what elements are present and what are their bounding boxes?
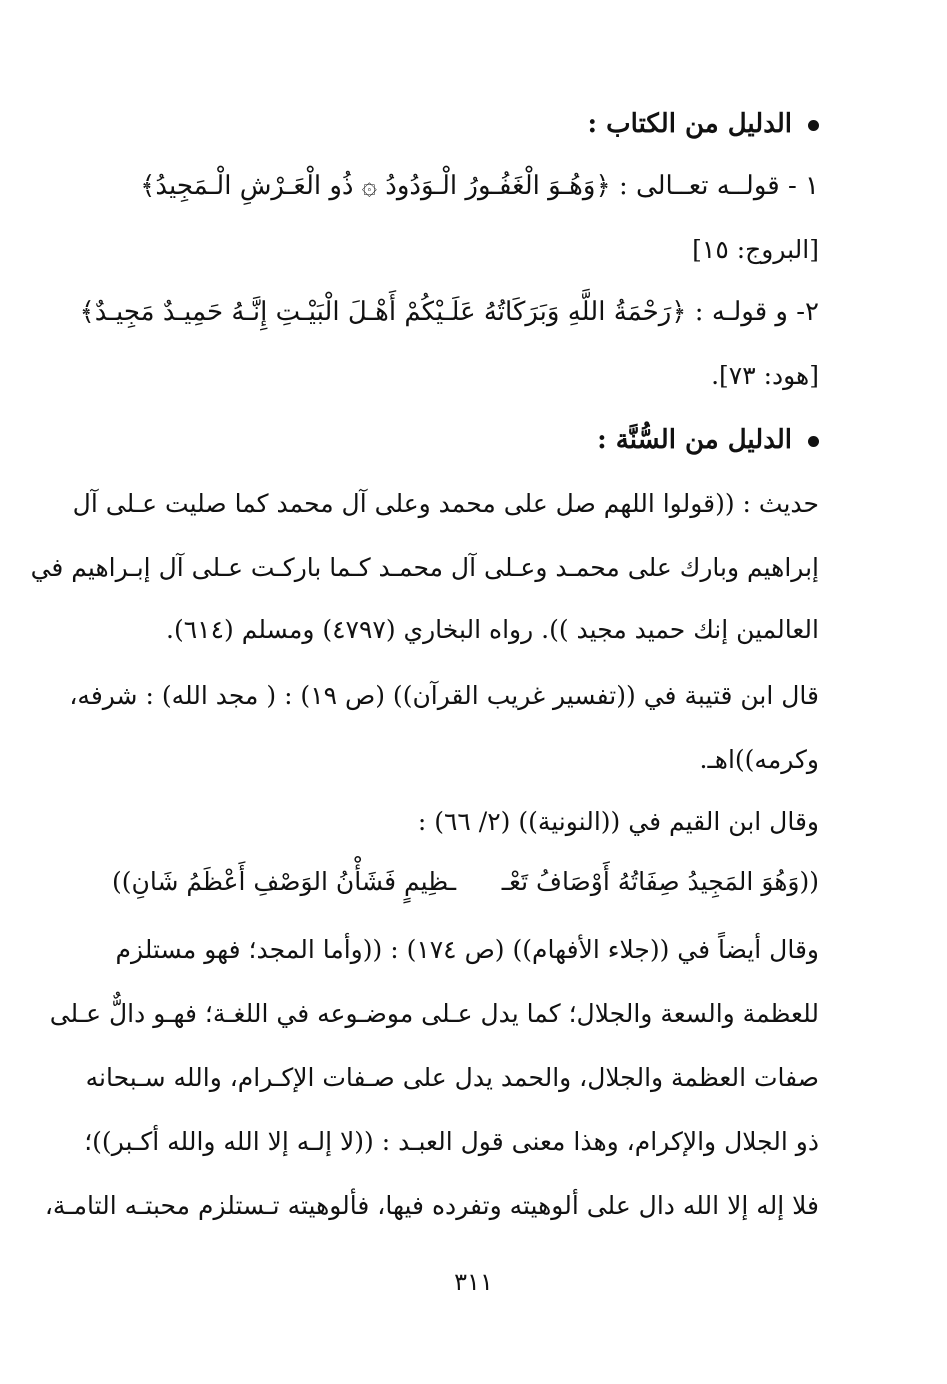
paragraph-line: وكرمه))اهـ. [699,745,819,774]
bullet-icon [808,436,819,447]
section-heading-sunnah [112,420,819,464]
paragraph-line: صفات العظمة والجلال، والحمد يدل على صـفات الإكـرام، والله سـبحانه [85,1063,819,1092]
paragraph-line: ذو الجلال والإكرام، وهذا معنى قول العبـد : ((لا إلـه إلا الله والله أكـبر))؛ [84,1127,819,1156]
poetry-verse [112,862,819,906]
section-heading-book [112,104,819,148]
paragraph-line: للعظمة والسعة والجلال؛ كما يدل عـلى موضـوعه في اللغـة؛ فهـو دالٌّ عـلى [49,999,819,1028]
paragraph-line: العالمين إنك حميد مجيد )). رواه البخاري (٤٧٩٧) ومسلم (٦١٤). [166,615,819,644]
quran-line-1: ١ - قولــه تعــالى : ﴿وَهُـوَ الْغَفُـورُ الْـوَدُودُ ۞ ذُو الْعَـرْشِ الْـمَجِيدُ﴾ [140,171,819,201]
paragraph-line: وقال ابن القيم في ((النونية)) (٢/ ٦٦) : [417,807,819,836]
quran-reference-1: [البروج: ١٥] [692,235,819,264]
heading-text: الدليل من السُّنَّة : [597,425,792,455]
paragraph-line: حديث : ((قولوا اللهم صل على محمد وعلى آل محمد كما صليت عـلى آل [72,489,819,518]
quran-reference-2: [هود: ٧٣]. [711,361,819,390]
verse-second-hemistich: ـظِيمٍ فَشَأْنُ الوَصْفِ أَعْظَمُ شَانِ)) [112,867,457,896]
paragraph-line: قال ابن قتيبة في ((تفسير غريب القرآن)) (ص ١٩) : ( مجد الله) : شرفه، [69,681,819,710]
paragraph-line: إبراهيم وبارك على محمـد وعـلى آل محمـد كـما باركـت عـلى آل إبـراهيم في [30,553,819,582]
heading-text: الدليل من الكتاب : [587,109,792,139]
paragraph-line: فلا إله إلا الله دال على ألوهيته وتفرده فيها، فألوهيته تـستلزم محبتـه التامـة، [44,1191,819,1220]
bullet-icon [808,120,819,131]
verse-first-hemistich: ((وَهُوَ المَجِيدُ صِفَاتُهُ أَوْصَافُ تَعْـ [501,867,819,896]
quran-line-2: ٢- و قولـه : ﴿رَحْمَةُ اللَّهِ وَبَرَكَاتُهُ عَلَـيْكُمْ أَهْـلَ الْبَيْـتِ إِنَّـهُ حَمِيـدٌ مَجِيـدٌ﴾ [79,297,819,327]
page-number: ٣١١ [454,1268,493,1296]
paragraph-line: وقال أيضاً في ((جلاء الأفهام)) (ص ١٧٤) : ((وأما المجد؛ فهو مستلزم [115,935,819,964]
